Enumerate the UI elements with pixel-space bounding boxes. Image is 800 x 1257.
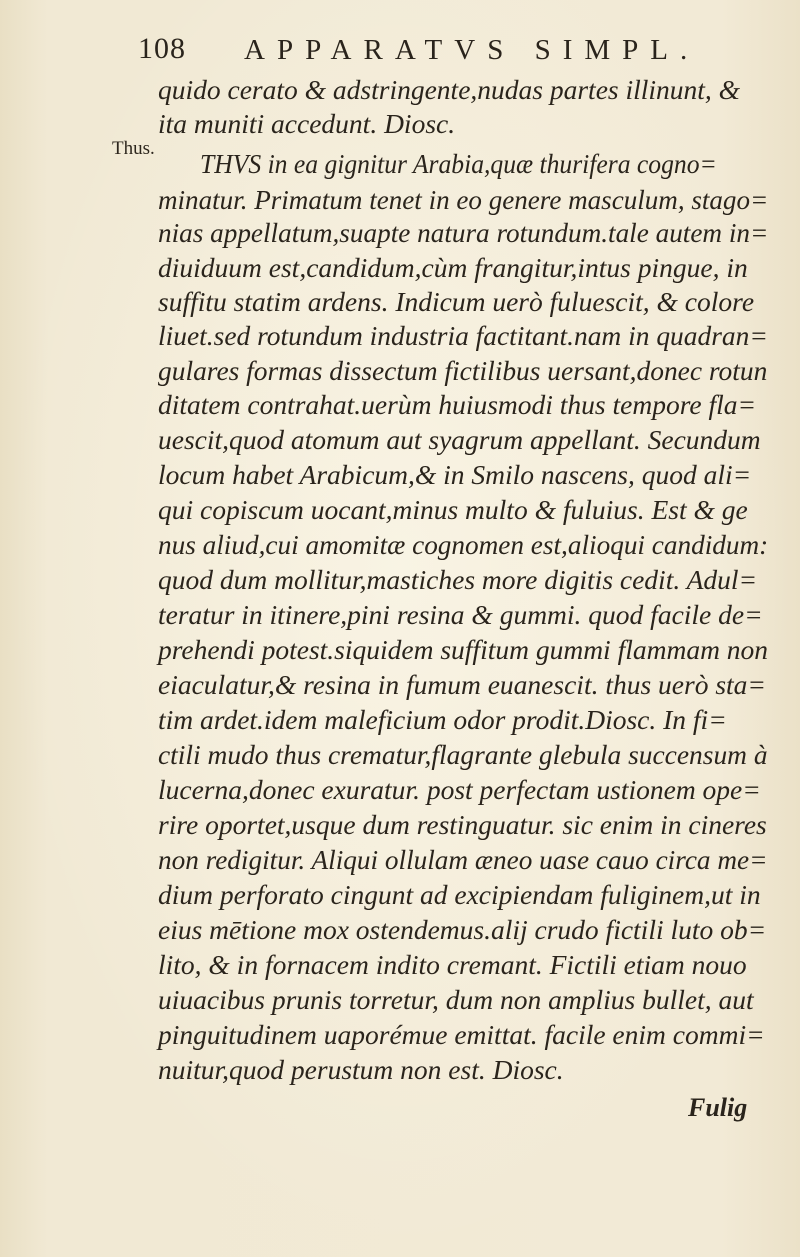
text-line: quido cerato & adstringente,nudas partes illinunt, &: [158, 74, 741, 105]
text-line: ctili mudo thus crematur,flagrante glebula succensum à: [158, 739, 768, 770]
text-line: locum habet Arabicum,& in Smilo nascens, quod ali=: [158, 459, 752, 490]
text-line: nias appellatum,suapte natura rotundum.tale autem in=: [158, 217, 769, 248]
text-line: nus aliud,cui amomitæ cognomen est,alioqui candidum:: [158, 529, 769, 560]
text-line: eius mētione mox ostendemus.alij crudo fictili luto ob=: [158, 914, 767, 945]
text-line: THVS in ea gignitur Arabia,quæ thurifera cogno=: [200, 148, 717, 179]
marginal-note: Thus.: [112, 138, 155, 159]
text-line: nuitur,quod perustum non est. Diosc.: [158, 1054, 564, 1085]
text-line: uiuacibus prunis torretur, dum non amplius bullet, aut: [158, 984, 754, 1015]
text-line: quod dum mollitur,mastiches more digitis cedit. Adul=: [158, 564, 758, 595]
text-line: liuet.sed rotundum industria factitant.nam in quadran=: [158, 320, 768, 351]
text-line: suffitu statim ardens. Indicum uerò fuluescit, & colore: [158, 286, 755, 317]
text-line: dium perforato cingunt ad excipiendam fuliginem,ut in: [158, 879, 761, 910]
text-line: rire oportet,usque dum restinguatur. sic enim in cineres: [158, 809, 767, 840]
text-line: ita muniti accedunt. Diosc.: [158, 108, 456, 139]
running-title: APPARATVS SIMPL.: [244, 34, 700, 66]
text-line: eiaculatur,& resina in fumum euanescit. thus uerò sta=: [158, 669, 766, 700]
text-line: qui copiscum uocant,minus multo & fuluius. Est & ge: [158, 494, 748, 525]
catchword: Fulig: [688, 1093, 748, 1122]
text-line: minatur. Primatum tenet in eo genere masculum, stago=: [158, 184, 769, 215]
running-head: [138, 32, 700, 72]
page-number: 108: [138, 32, 186, 65]
text-line: prehendi potest.siquidem suffitum gummi flammam non: [158, 634, 769, 665]
text-line: teratur in itinere,pini resina & gummi. quod facile de=: [158, 599, 763, 630]
text-line: ditatem contrahat.uerùm huiusmodi thus tempore fla=: [158, 389, 757, 420]
text-line: diuiduum est,candidum,cùm frangitur,intus pingue, in: [158, 252, 748, 283]
text-line: tim ardet.idem maleficium odor prodit.Diosc. In fi=: [158, 704, 727, 735]
text-line: gulares formas dissectum fictilibus uersant,donec rotun: [158, 355, 768, 386]
text-line: lito, & in fornacem indito cremant. Fictili etiam nouo: [158, 949, 747, 980]
text-line: lucerna,donec exuratur. post perfectam ustionem ope=: [158, 774, 761, 805]
text-line: pinguitudinem uaporémue emittat. facile enim commi=: [158, 1019, 765, 1050]
text-line: uescit,quod atomum aut syagrum appellant. Secundum: [158, 424, 761, 455]
text-line: non redigitur. Aliqui ollulam æneo uase cauo circa me=: [158, 844, 768, 875]
